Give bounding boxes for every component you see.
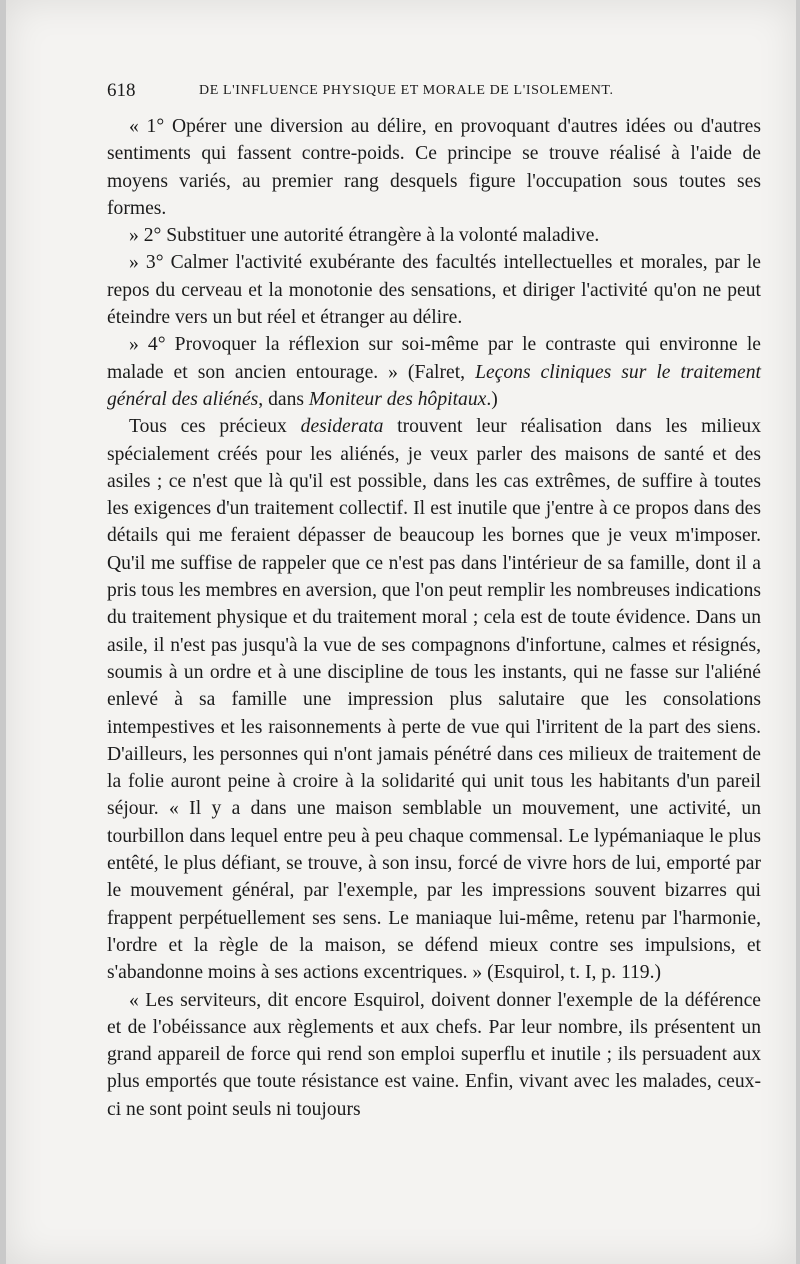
paragraph-2: » 2° Substituer une autorité étrangère à la volonté maladive. (129, 225, 600, 247)
paragraph-4-citation-title: Leçons cliniques sur le traitement général des aliénés (107, 361, 761, 410)
paragraph-4-text-b: , dans (258, 388, 309, 410)
page-body (107, 113, 761, 1123)
paragraph-4 (107, 331, 761, 413)
page-number: 618 (107, 80, 136, 101)
page-header (107, 80, 767, 104)
paragraph-1: « 1° Opérer une diversion au délire, en provoquant d'autres idées ou d'autres sentiments qui fassent contre-poids. Ce principe se trouve réalisé à l'aide de moyens variés, au premier rang desquels figure l'occupation sous toutes ses formes. (107, 116, 761, 219)
paragraph-4-text-c: .) (486, 388, 498, 410)
paragraph-5 (107, 413, 761, 986)
paragraph-4-text-a: » 4° Provoquer la réflexion sur soi-même par le contraste qui environne le malade et son ancien entourage. » (Falret, (107, 334, 761, 383)
book-page (6, 0, 796, 1264)
running-title: DE L'INFLUENCE PHYSIQUE ET MORALE DE L'ISOLEMENT. (199, 83, 614, 98)
paragraph-5-italic-term: desiderata (300, 416, 384, 438)
paragraph-6: « Les serviteurs, dit encore Esquirol, doivent donner l'exemple de la déférence et de l'obéissance aux règlements et aux chefs. Par leur nombre, ils présentent un grand appareil de force qui rend son emploi superflu et inutile ; ils persuadent aux plus emportés que toute résistance est vaine. Enfin, vivant avec les malades, ceux-ci ne sont point seuls ni toujours (107, 989, 761, 1120)
paragraph-4-journal-title: Moniteur des hôpitaux (308, 388, 487, 410)
paragraph-5-text-a: Tous ces précieux (129, 416, 301, 438)
paragraph-3: » 3° Calmer l'activité exubérante des facultés intellectuelles et morales, par le repos du cerveau et la monotonie des sensations, et diriger l'activité qu'on ne peut éteindre vers un but réel et étranger au délire. (107, 252, 761, 329)
paragraph-5-text-b: trouvent leur réalisation dans les milieux spécialement créés pour les aliénés, je veux parler des maisons de santé et des asiles ; ce n'est que là qu'il est possible, dans les cas extrêmes, de suffire à toutes les exigences d'un traitement collectif. Il est inutile que j'entre à ce propos dans des détails qui me feraient dépasser de beaucoup les bornes que je veux m'imposer. Qu'il me suffise de rappeler que ce n'est pas dans l'intérieur de sa famille, dont il a pris tous les membres en aversion, que l'on peut remplir les nombreuses indications du traitement physique et du traitement moral ; cela est de toute évidence. Dans un asile, il n'est pas jusqu'à la vue de ses compagnons d'infortune, calmes et résignés, soumis à un ordre et à une discipline de tous les instants, qui ne fasse sur l'aliéné enlevé à sa famille une impression plus salutaire que les consolations intempestives et les raisonnements à perte de vue qui l'irritent de la part des siens. D'ailleurs, les personnes qui n'ont jamais pénétré dans ces milieux de traitement de la folie auront peine à croire à la solidarité qui unit tous les habitants d'un pareil séjour. « Il y a dans une maison semblable un mouvement, une activité, un tourbillon dans lequel entre peu à peu chaque commensal. Le lypémaniaque le plus entêté, le plus défiant, se trouve, à son insu, forcé de vivre hors de lui, emporté par le mouvement général, par l'exemple, par les impressions souvent bizarres qui frappent perpétuellement ses sens. Le maniaque lui-même, retenu par l'harmonie, l'ordre et la règle de la maison, se défend mieux contre ses impulsions, et s'abandonne moins à ses actions excentriques. » (Esquirol, t. I, p. 119.) (107, 416, 761, 984)
